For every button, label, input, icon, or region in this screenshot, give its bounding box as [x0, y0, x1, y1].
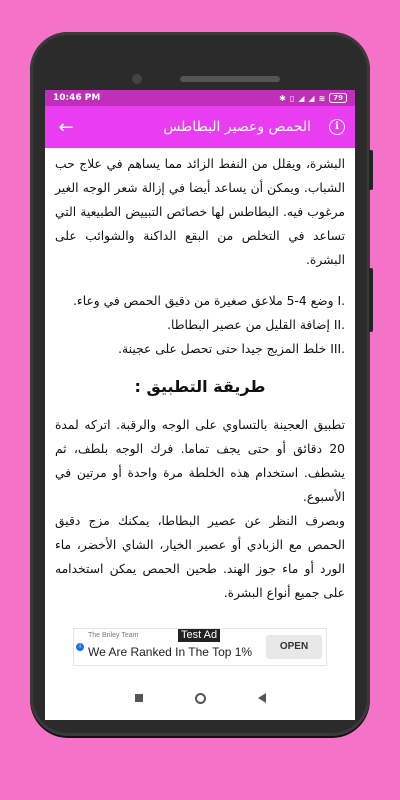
vibrate-icon: ▯	[289, 93, 295, 103]
ad-advertiser: The Briley Team	[88, 632, 139, 639]
method-paragraph: تطبيق العجينة بالتساوي على الوجه والرقبة. اتركه لمدة 20 دقائق أو حتى يجف تماما. فرك الوجه بلطف، ثم يشطف. استخدام هذه الخلطة مرة واحدة أو مرتين في الأسبوع.	[55, 418, 345, 504]
front-camera	[132, 74, 142, 84]
power-button	[369, 268, 373, 332]
recent-apps-icon[interactable]	[135, 694, 143, 702]
volume-button	[369, 150, 373, 190]
ad-open-button[interactable]: OPEN	[266, 635, 322, 659]
banner-ad[interactable]	[73, 628, 327, 666]
screen	[45, 90, 355, 720]
signal-icon-2: ◢	[308, 93, 315, 103]
method-heading: طريقة التطبيق :	[134, 377, 266, 396]
ad-info-icon[interactable]: i	[76, 643, 84, 651]
home-icon[interactable]	[195, 693, 206, 704]
info-icon[interactable]: i	[329, 119, 345, 135]
battery-icon: 79	[329, 93, 347, 103]
article-content	[45, 148, 355, 626]
signal-icon: ◢	[298, 93, 305, 103]
page-title: الحمص وعصير البطاطس	[163, 119, 311, 135]
status-time: 10:46 PM	[53, 93, 101, 103]
test-ad-badge: Test Ad	[178, 629, 220, 642]
step-item: .II إضافة القليل من عصير البطاطا.	[167, 318, 345, 332]
app-bar	[45, 106, 355, 148]
wifi-icon: ≋	[318, 93, 326, 103]
back-triangle-icon[interactable]	[258, 693, 266, 703]
step-item: .III خلط المزيج جيدا حتى تحصل على عجينة.	[118, 342, 345, 356]
earpiece-speaker	[180, 76, 280, 82]
status-bar	[45, 90, 355, 106]
intro-paragraph: البشرة، ويقلل من النفط الزائد مما يساهم في علاج حب الشباب. ويمكن أن يساعد أيضا في إزالة شعر الوجه الغير مرغوب فيه. البطاطس لها خصائص التبييض الطبيعية التي تساعد في التخلص من البقع الداكنة والشوائب على البشرة.	[55, 157, 345, 267]
step-item: .I وضع 4-5 ملاعق صغيرة من دقيق الحمص في وعاء.	[73, 294, 345, 308]
method-paragraph-2: وبصرف النظر عن عصير البطاطا، يمكنك مزج دقيق الحمص مع الزبادي أو عصير الخيار، الشاي الأخضر، ماء الورد أو ماء جوز الهند. طحين الحمص يمكن استخدامه على جميع أنواع البشرة.	[55, 514, 345, 600]
bluetooth-icon: ✱	[279, 93, 286, 103]
status-icons	[279, 93, 347, 103]
ad-headline[interactable]: We Are Ranked In The Top 1%	[88, 645, 253, 659]
arrow-back-icon[interactable]: ←	[58, 116, 74, 138]
system-nav-bar	[45, 676, 355, 720]
steps-list	[55, 289, 345, 361]
